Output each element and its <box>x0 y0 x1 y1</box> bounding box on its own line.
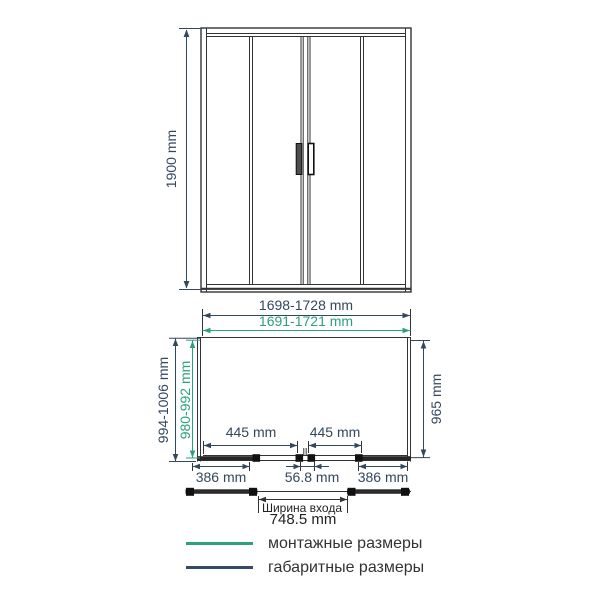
sliding-panel-left-label: 445 mm <box>225 424 277 440</box>
overall-depth-label: 994-1006 mm <box>155 356 171 444</box>
plan-door-closed <box>197 448 411 462</box>
plan-door-open <box>186 488 412 496</box>
legend-mounting-label: монтажные размеры <box>268 535 423 552</box>
legend-mounting-line <box>186 542 253 545</box>
dimension-panel-left <box>204 443 298 449</box>
fixed-section-left-label: 386 mm <box>195 469 247 485</box>
panel-dividers <box>250 37 364 285</box>
dimension-sliding-panels <box>204 441 362 454</box>
dimension-height-1900 <box>179 29 201 290</box>
fixed-section-right-label: 386 mm <box>357 469 409 485</box>
overall-width-label: 1698-1728 mm <box>258 297 354 313</box>
legend-overall-line <box>186 566 253 569</box>
entrance-title: Ширина входа <box>261 501 343 515</box>
front-frame-outline <box>201 28 411 292</box>
mounting-width-label: 1691-1721 mm <box>258 313 354 329</box>
side-depth-label: 965 mm <box>428 373 444 425</box>
sliding-panel-right-label: 445 mm <box>309 424 361 440</box>
height-dimension-label: 1900 mm <box>163 129 179 189</box>
door-handle-right <box>308 144 314 175</box>
dimension-panel-right <box>309 443 362 449</box>
front-view <box>201 28 411 292</box>
door-handle-left <box>296 144 302 175</box>
mounting-depth-label: 980-992 mm <box>177 360 193 440</box>
entrance-width-label: 748.5 mm <box>269 511 337 528</box>
legend-overall-label: габаритные размеры <box>268 559 425 576</box>
center-overlap-label: 56.8 mm <box>284 469 340 485</box>
